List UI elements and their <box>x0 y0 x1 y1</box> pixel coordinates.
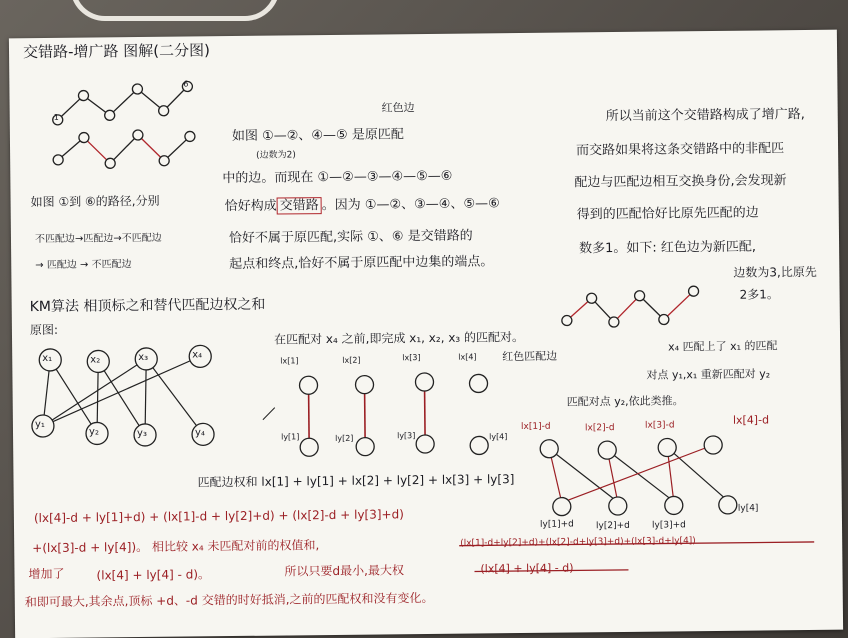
km-original-label: 原图: <box>29 322 59 338</box>
ly-label: ly[2] <box>335 433 354 443</box>
km-y-node: y₃ <box>136 427 148 440</box>
lx-minus-d: lx[2]-d <box>584 423 615 434</box>
page-title: 交错路-增广路 图解(二分图) <box>22 41 211 62</box>
ly-plus-d: ly[4] <box>737 503 759 514</box>
lx-minus-d: lx[4]-d <box>732 413 770 427</box>
bottom-line-1: (lx[4]-d + ly[1]+d) + (lx[1]-d + ly[2]+d) + (lx[2]-d + ly[3]+d) <box>33 507 404 526</box>
right-mid-line-2: 对点 y₁,x₁ 重新匹配对 y₂ <box>646 367 771 382</box>
right-mid-line-1: x₄ 匹配上了 x₁ 的匹配 <box>668 339 778 354</box>
right-line-4: 得到的匹配恰好比原先匹配的边 <box>576 205 759 223</box>
lx-label: lx[1] <box>280 356 299 366</box>
sum-line: 匹配边权和 lx[1] + ly[1] + lx[2] + ly[2] + lx[3] + ly[3] <box>197 472 515 490</box>
right-line-5: 数多1。如下: 红色边为新匹配, <box>579 239 757 257</box>
right-line-3: 配边与匹配边相互交换身份,会发现新 <box>574 173 787 191</box>
km-y-node: y₂ <box>88 426 100 438</box>
center-line-5: 起点和终点,恰好不属于原匹配中边集的端点。 <box>229 254 494 273</box>
edge-sequence-1: 不匹配边→匹配边→不匹配边 <box>34 232 162 246</box>
km-x-node: x₂ <box>90 354 101 366</box>
right-line-7: 2多1。 <box>739 287 779 302</box>
node-label: 6 <box>183 79 189 89</box>
ly-plus-d: ly[1]+d <box>539 519 574 530</box>
red-edge-label: 红色边 <box>381 101 415 115</box>
lx-minus-d: lx[3]-d <box>644 420 675 431</box>
km-x-node: x₃ <box>138 351 149 364</box>
right-mid-line-3: 匹配对点 y₂,依此类推。 <box>566 394 684 409</box>
boxed-term: 交错路 <box>277 197 322 214</box>
node-label: 1 <box>53 112 59 122</box>
right-line-6: 边数为3,比原先 <box>733 264 817 280</box>
km-original-graph <box>42 356 206 439</box>
center-line-4: 恰好不属于原匹配,实际 ①、⑥ 是交错路的 <box>228 228 473 247</box>
right-line-1: 所以当前这个交错路构成了增广路, <box>605 107 805 125</box>
center-note: (边数为2) <box>256 150 296 161</box>
strike-formula-2: (lx[4] + ly[4] - d) <box>480 561 574 576</box>
zigzag-graph-1 <box>57 86 187 119</box>
zigzag-graph-2 <box>58 134 190 163</box>
ly-plus-d: ly[3]+d <box>651 520 686 531</box>
lx-label: lx[4] <box>458 352 477 362</box>
lx-label: lx[3] <box>402 353 421 363</box>
ly-plus-d: ly[2]+d <box>595 520 630 532</box>
edge-sequence-2: → 匹配边 → 不匹配边 <box>35 259 132 272</box>
ly-label: ly[1] <box>281 432 300 442</box>
km-y-node: y₄ <box>194 427 206 439</box>
ly-label: ly[3] <box>397 431 416 441</box>
right-augmented-graph <box>549 445 728 503</box>
notebook-page <box>9 30 843 638</box>
middle-line-1: 在匹配对 x₄ 之前,即完成 x₁, x₂, x₃ 的匹配对。 <box>273 329 525 347</box>
lx-minus-d: lx[1]-d <box>520 421 551 433</box>
bottom-line-3a: 增加了 <box>28 566 65 582</box>
bottom-line-2: +(lx[3]-d + ly[4])。 相比较 x₄ 未匹配对前的权值和, <box>32 538 320 556</box>
ly-label: ly[4] <box>489 432 508 442</box>
center-line-2: 中的边。而现在 ①—②—③—④—⑤—⑥ <box>222 168 453 187</box>
right-line-2: 而交路如果将这条交错路中的非配匹 <box>576 141 785 159</box>
center-line-3 <box>225 197 500 214</box>
bottom-line-3c: 所以只要d最小,最大权 <box>284 563 404 579</box>
strike-formula-1: (lx[1]-d+ly[2]+d)+(lx[2]-d+ly[3]+d)+(lx[3]-d+ly[4]) <box>460 536 696 549</box>
km-heading: KM算法 相顶标之和替代匹配边权之和 <box>29 296 266 316</box>
zigzag-graph-3 <box>567 291 694 322</box>
km-x-node: x₄ <box>192 349 203 361</box>
center-line-3-prefix: 恰好构成 <box>224 198 277 215</box>
center-line-3-suffix: 。因为 ①—②、③—④、⑤—⑥ <box>321 196 500 214</box>
red-match-label: 红色匹配边 <box>502 349 558 364</box>
km-x-node: x₁ <box>42 352 53 365</box>
km-y-node: y₁ <box>34 418 45 431</box>
bottom-line-4: 和即可最大,其余点,顶标 +d、-d 交错的时好抵消,之前的匹配权和没有变化。 <box>24 590 434 610</box>
bottom-line-3b: (lx[4] + ly[4] - d)。 <box>96 567 211 583</box>
cable <box>70 0 280 21</box>
caption-path: 如图 ①到 ⑥的路径,分别 <box>30 193 160 210</box>
center-line-1: 如图 ①—②、④—⑤ 是原匹配 <box>231 127 404 145</box>
lx-label: lx[2] <box>342 355 361 365</box>
